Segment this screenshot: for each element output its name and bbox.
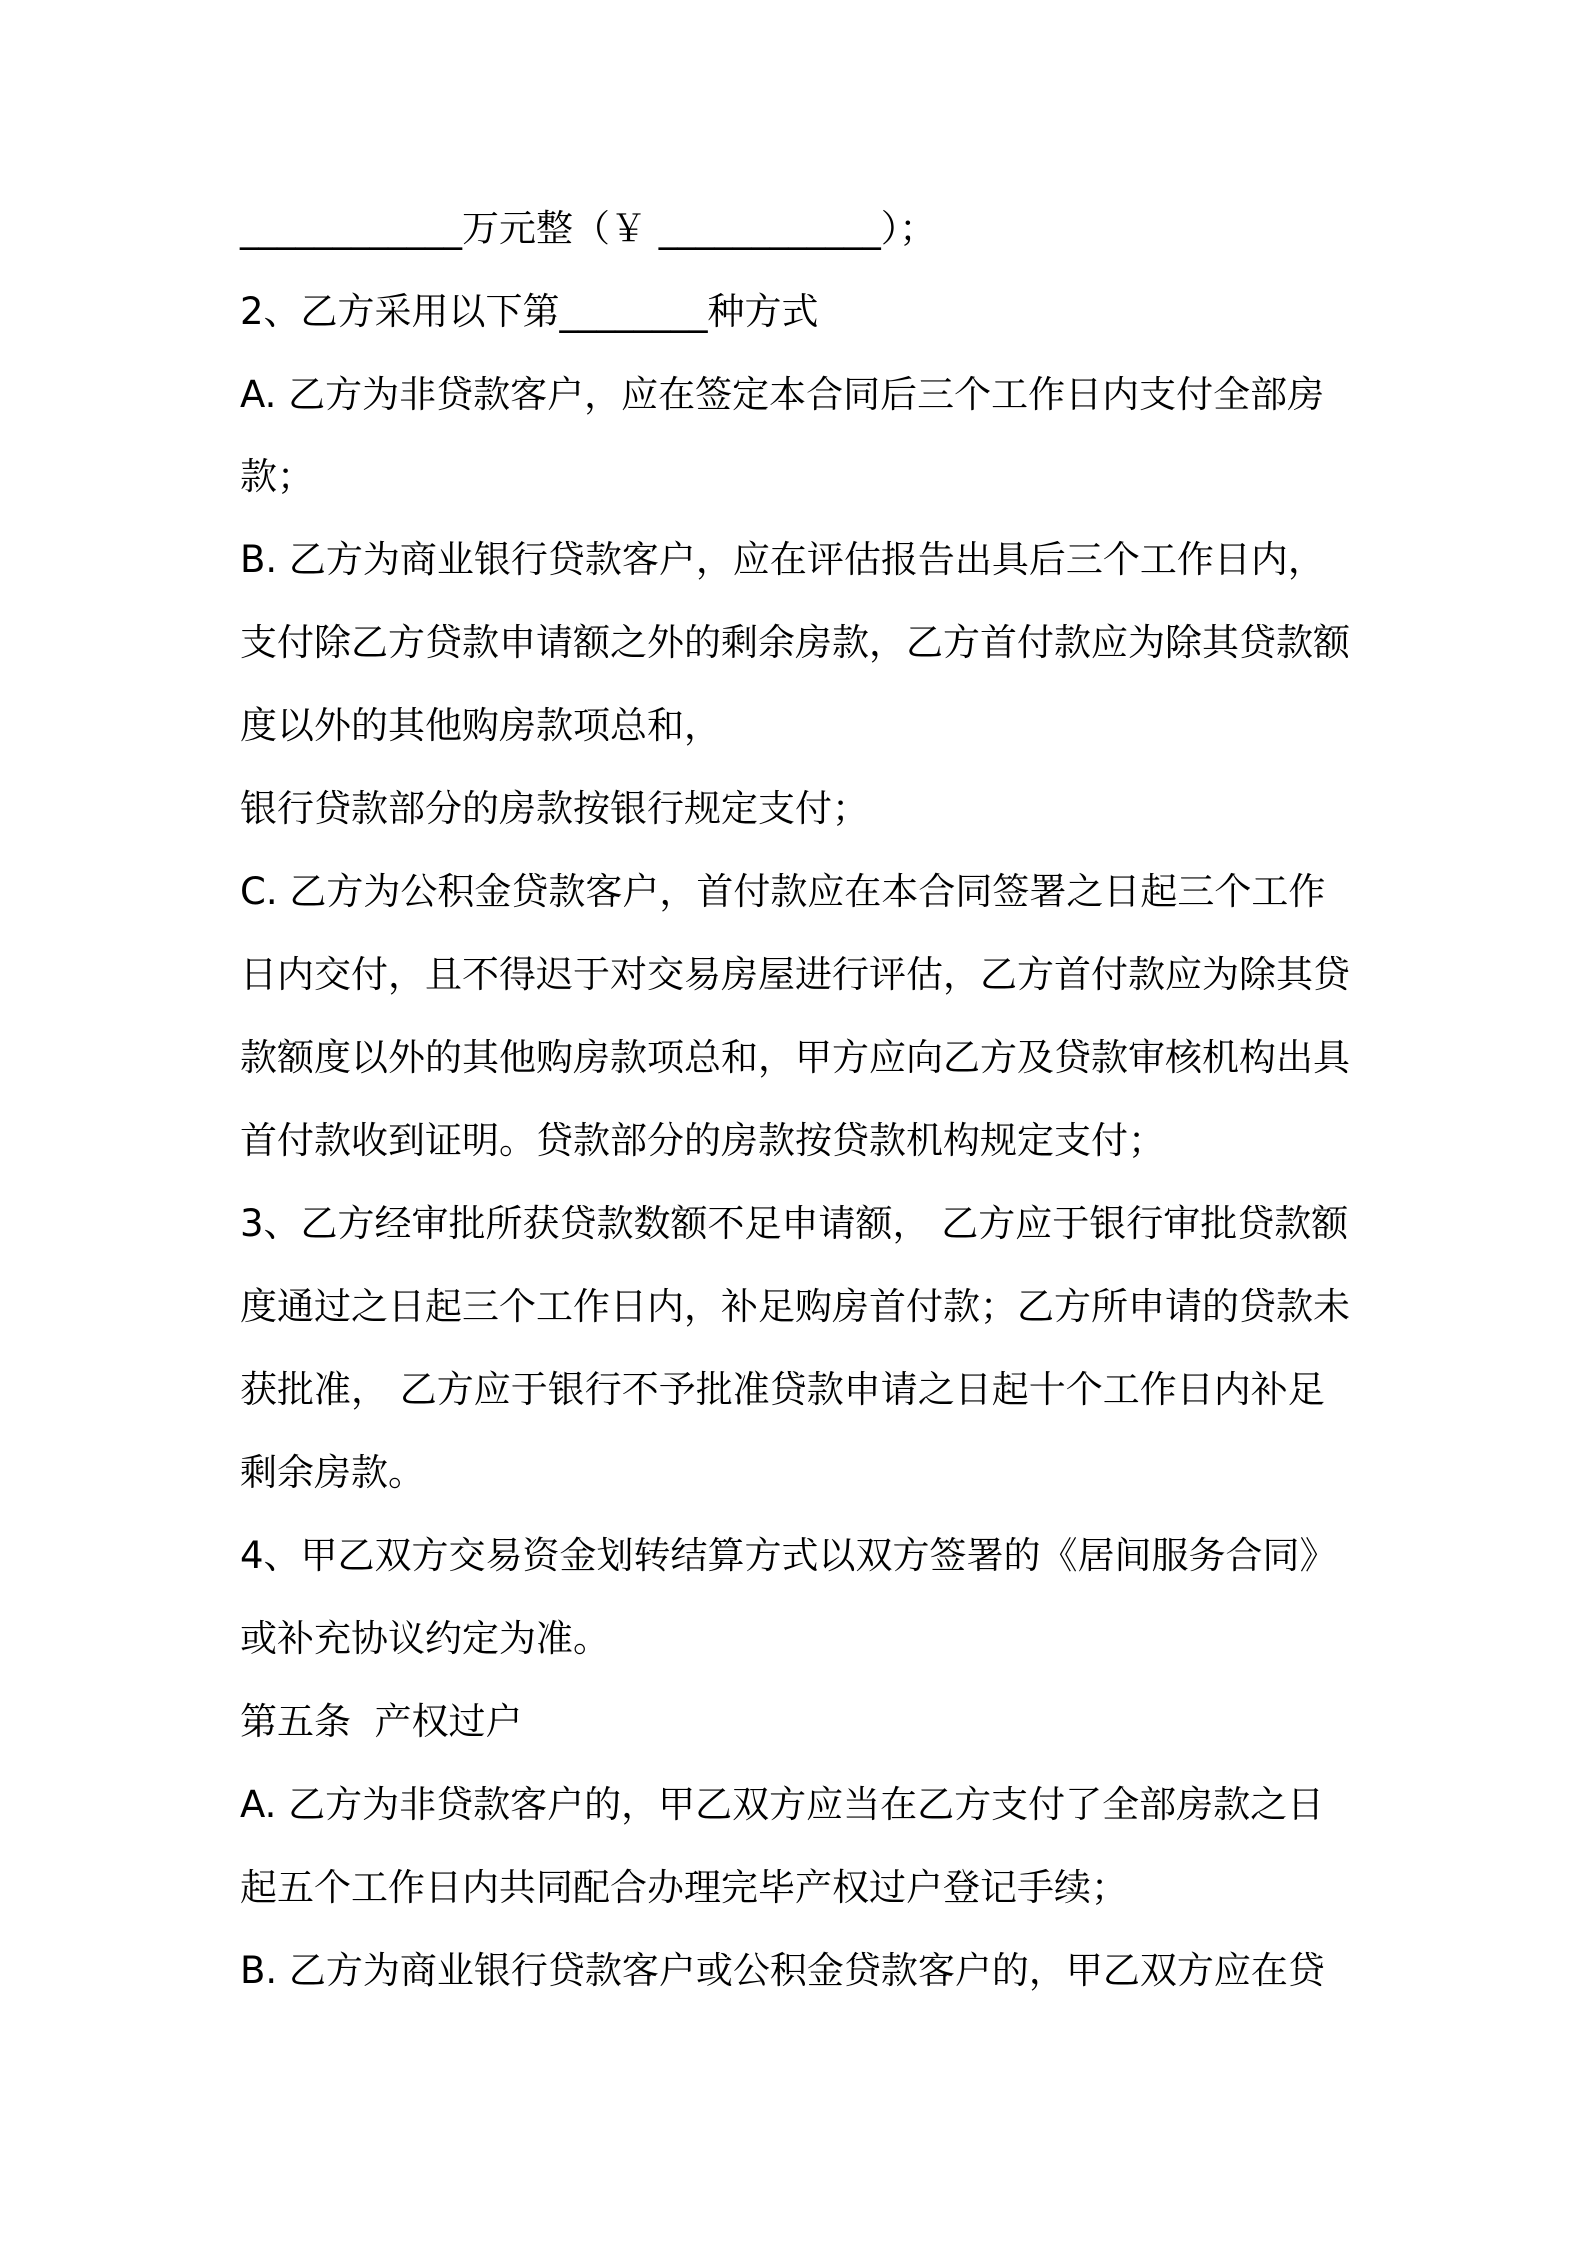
- text-line: 起五个工作日内共同配合办理完毕产权过户登记手续；: [240, 1866, 1128, 1909]
- text-line: 日内交付，且不得迟于对交易房屋进行评估，乙方首付款应为除其贷: [240, 953, 1350, 996]
- text-line: 2、乙方采用以下第________种方式: [240, 290, 819, 333]
- text-line: B. 乙方为商业银行贷款客户，应在评估报告出具后三个工作日内，: [240, 538, 1325, 581]
- section-heading: 第五条 产权过户: [240, 1700, 523, 1743]
- text-line: 支付除乙方贷款申请额之外的剩余房款，乙方首付款应为除其贷款额: [240, 621, 1350, 664]
- text-line: 银行贷款部分的房款按银行规定支付；: [240, 787, 869, 830]
- text-line: 剩余房款。: [240, 1451, 425, 1494]
- text-line: 款额度以外的其他购房款项总和，甲方应向乙方及贷款审核机构出具: [240, 1036, 1350, 1079]
- text-line: 4、甲乙双方交易资金划转结算方式以双方签署的《居间服务合同》: [240, 1534, 1337, 1577]
- text-line: 或补充协议约定为准。: [240, 1617, 610, 1660]
- text-line: 度以外的其他购房款项总和，: [240, 704, 721, 747]
- text-line: 3、乙方经审批所获贷款数额不足申请额， 乙方应于银行审批贷款额: [240, 1202, 1349, 1245]
- text-line: A. 乙方为非贷款客户的，甲乙双方应当在乙方支付了全部房款之日: [240, 1783, 1325, 1826]
- text-line: 首付款收到证明。贷款部分的房款按贷款机构规定支付；: [240, 1119, 1165, 1162]
- text-line: B. 乙方为商业银行贷款客户或公积金贷款客户的，甲乙双方应在贷: [240, 1949, 1325, 1992]
- text-line: ____________万元整（￥ ____________）；: [240, 207, 937, 250]
- text-line: 度通过之日起三个工作日内，补足购房首付款；乙方所申请的贷款未: [240, 1285, 1350, 1328]
- text-line: 款；: [240, 455, 314, 498]
- text-line: A. 乙方为非贷款客户，应在签定本合同后三个工作日内支付全部房: [240, 373, 1325, 416]
- text-line: 获批准， 乙方应于银行不予批准贷款申请之日起十个工作日内补足: [240, 1368, 1325, 1411]
- text-line: C. 乙方为公积金贷款客户，首付款应在本合同签署之日起三个工作: [240, 870, 1326, 913]
